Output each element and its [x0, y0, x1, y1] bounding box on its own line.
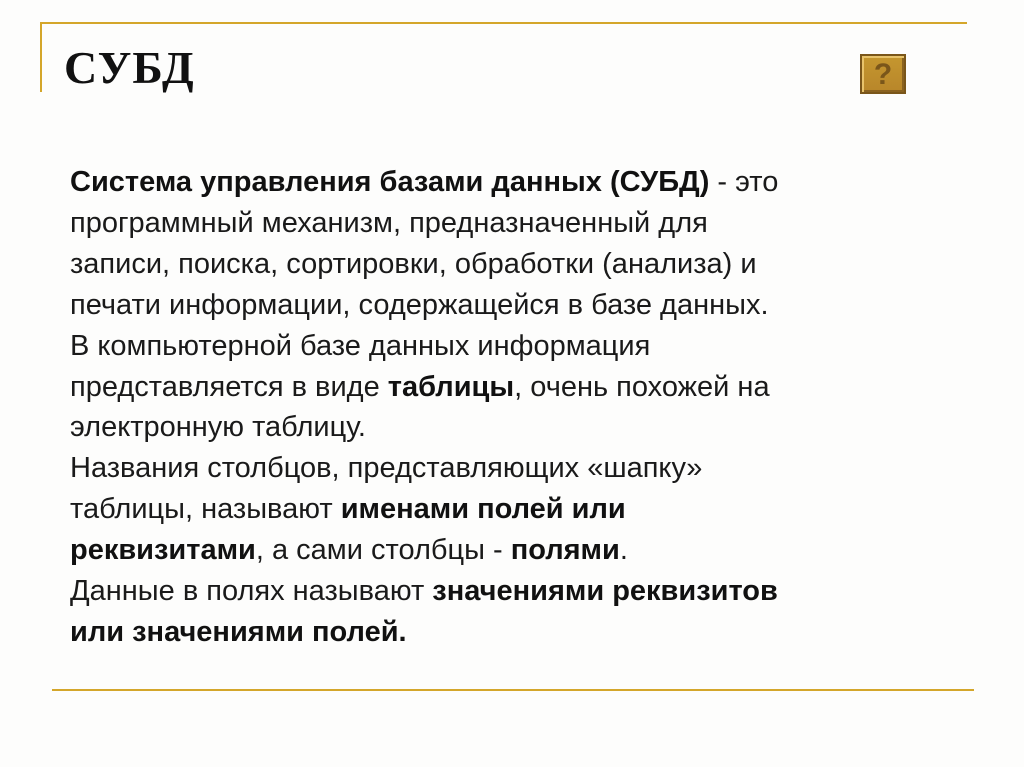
- left-border-line: [40, 22, 42, 92]
- slide-title: СУБД: [64, 42, 195, 93]
- text-line: или значениями полей.: [70, 615, 407, 648]
- help-button[interactable]: [860, 54, 906, 94]
- text-line: таблицы, называют именами полей или: [70, 493, 626, 526]
- svg-text:?: ?: [873, 58, 893, 90]
- top-border-line: [40, 22, 967, 24]
- text-line: электронную таблицу.: [70, 411, 366, 444]
- text-line: Данные в полях называют значениями реквизитов: [70, 575, 778, 608]
- definition-paragraph: [70, 162, 950, 653]
- question-mark-icon: [868, 58, 898, 90]
- text-line: Названия столбцов, представляющих «шапку»: [70, 452, 703, 485]
- bottom-border-line: [52, 689, 974, 691]
- text-line: программный механизм, предназначенный для: [70, 206, 708, 239]
- text-line: В компьютерной базе данных информация: [70, 329, 651, 362]
- text-line: записи, поиска, сортировки, обработки (анализа) и: [70, 247, 757, 280]
- text-line: Система управления базами данных (СУБД) - это: [70, 166, 779, 198]
- text-line: реквизитами, а сами столбцы - полями.: [70, 534, 628, 567]
- text-line: печати информации, содержащейся в базе данных.: [70, 288, 769, 321]
- text-line: представляется в виде таблицы, очень похожей на: [70, 370, 770, 403]
